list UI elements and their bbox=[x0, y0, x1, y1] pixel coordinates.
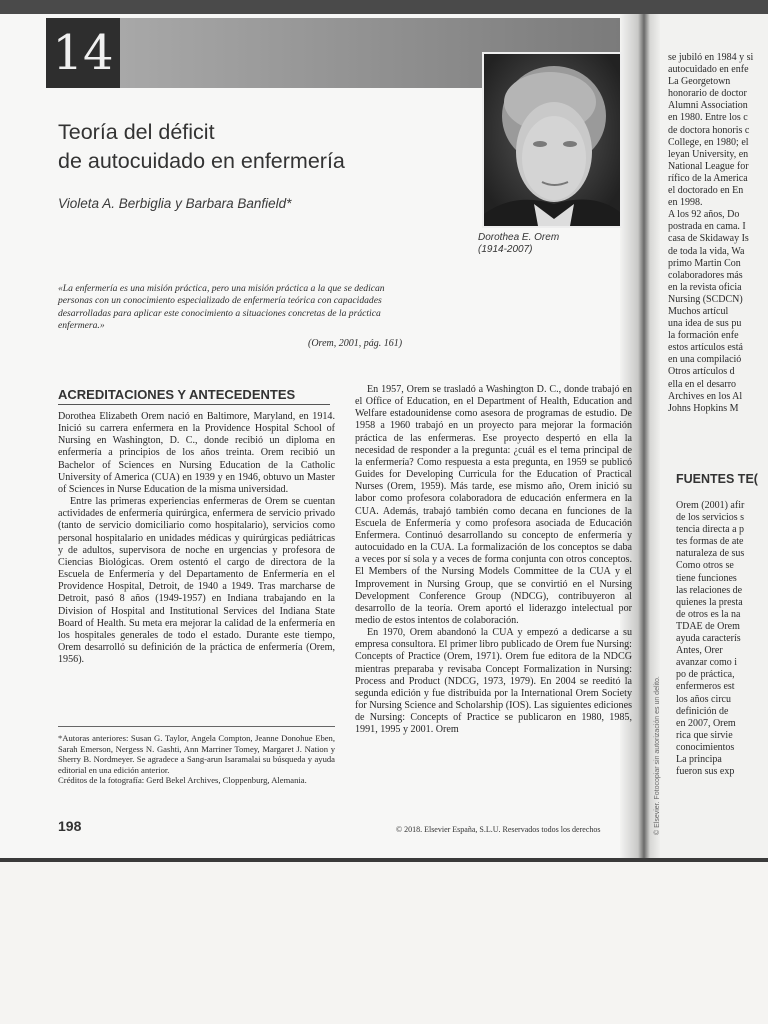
right-page-line: tencia directa a p bbox=[676, 524, 745, 536]
right-page-line: casa de Skidaway Is bbox=[668, 233, 749, 245]
right-page-line: Johns Hopkins M bbox=[668, 402, 739, 414]
footnote-photo-credit: Créditos de la fotografía: Gerd Bekel Archives, Cloppenburg, Alemania. bbox=[58, 775, 307, 786]
right-page-line: po de práctica, bbox=[676, 669, 735, 681]
right-page-line: Nursing (SCDCN) bbox=[668, 293, 743, 305]
right-page-line: la formación enfe bbox=[668, 330, 739, 342]
photo-caption bbox=[478, 232, 559, 256]
right-page-line: La Georgetown bbox=[668, 76, 731, 88]
right-page-line: Archives en los Al bbox=[668, 390, 743, 402]
paragraph: En 1957, Orem se trasladó a Washington D. C., donde trabajó en el Office of Education, en el Department of Health, Education and Welfare estadounidense como asesora de programas de estudio. De 1958 a 1960 trabajó en un proyecto para mejorar la formación práctica de las enfermeras. Ese proyecto despertó en ella la necesidad de responder a la pregunta: ¿cuál es el tema principal de la enfermería? Como respuesta a esta pregunta, en 1959 se publicó Guides for Developing Curricula for the Education of Practical Nurses (Orem, 1959). Más tarde, ese mismo año, Orem inició su labor como profesora colaboradora de educación enfermera en la CUA. Además, trabajó también como decana en funciones de la Escuela de Enfermería y como profesora asociada de Educación Enfermera. Continuó desarrollando su concepto de enfermería y autocuidado en la CUA. La formalización de los conceptos se daba a veces por sí sola y a veces de forma conjunta con otros conceptos. El Members of the Nursing Models Committee de la CUA y el Improvement in Nursing Group, que se convirtió en el Nursing Development Conference Group (NDCG), contribuyeron al desarrollo de la teoría. Orem aportó el liderazgo intelectual por medio de estos intentos de colaboración. bbox=[355, 384, 632, 626]
scan-edge-line bbox=[0, 858, 768, 862]
right-page-line: estos artículos está bbox=[668, 342, 743, 354]
footnote-rule bbox=[58, 726, 335, 727]
right-page-line: quienes la presta bbox=[676, 596, 743, 608]
chapter-title-line1: Teoría del déficit bbox=[58, 120, 215, 144]
right-page-line: en una compilació bbox=[668, 354, 742, 366]
body-column-2 bbox=[355, 384, 632, 737]
right-page-line: fueron sus exp bbox=[676, 766, 735, 778]
right-page-line: una idea de sus pu bbox=[668, 318, 742, 330]
right-page-line: College, en 1980; el bbox=[668, 136, 749, 148]
right-page-line: tiene funciones bbox=[676, 572, 737, 584]
photo-caption-years: (1914-2007) bbox=[478, 244, 533, 255]
chapter-title-line2: de autocuidado en enfermería bbox=[58, 149, 345, 173]
right-page-line: Orem (2001) afir bbox=[676, 500, 745, 511]
right-page-line: primo Martin Con bbox=[668, 257, 741, 269]
chapter-number: 14 bbox=[46, 18, 120, 88]
right-page-line: leyan University, en bbox=[668, 148, 749, 160]
photo-caption-name: Dorothea E. Orem bbox=[478, 232, 560, 243]
right-page-column-bottom bbox=[676, 500, 768, 778]
right-page-line: Muchos artícul bbox=[668, 305, 729, 317]
epigraph-quote: «La enfermería es una misión práctica, pero una misión práctica a la que se dedican personas con un conocimiento especializado de enfermería teórica con capacidades desarrolladas para aplicar este conocimiento a situaciones concretas de la práctica enfermera.» bbox=[58, 283, 385, 332]
page-edge bbox=[0, 0, 30, 860]
portrait-image bbox=[484, 54, 620, 226]
right-page-line: de otros es la na bbox=[676, 608, 741, 620]
right-page-line: en 1980. Entre los c bbox=[668, 112, 748, 124]
section-heading: ACREDITACIONES Y ANTECEDENTES bbox=[58, 387, 296, 402]
copyright-notice: © 2018. Elsevier España, S.L.U. Reservados todos los derechos bbox=[396, 825, 601, 834]
top-shadow bbox=[0, 0, 768, 14]
right-page-line: Como otros se bbox=[676, 560, 734, 572]
paragraph: En 1970, Orem abandonó la CUA y empezó a dedicarse a su empresa consultora. El primer libro publicado de Orem fue Nursing: Concepts of Practice (Orem, 1971). Orem fue editora de la NDCG mientras preparaba y revisaba Concept Formalization in Nursing: Process and Product (NDCG, 1973, 1979). En 2004 se reeditó la segunda edición y fue distribuida por la International Orem Society for Nursing Science and Scholarship (IOS). Las siguientes ediciones de Nursing: Concepts of Practice se publicaron en 1980, 1985, 1991, 1995 y 2001. Orem bbox=[355, 627, 632, 736]
right-page-line: rica que sirvie bbox=[676, 729, 733, 741]
right-page-line: A los 92 años, Do bbox=[668, 209, 740, 221]
chapter-authors: Violeta A. Berbiglia y Barbara Banfield* bbox=[58, 196, 292, 211]
right-page-line: TDAE de Orem bbox=[676, 620, 740, 632]
right-page-line: conocimientos bbox=[676, 741, 735, 753]
right-page-line: en 2007, Orem bbox=[676, 717, 736, 729]
page-number: 198 bbox=[58, 818, 82, 834]
section-rule bbox=[58, 404, 330, 405]
right-page-line: se jubiló en 1984 y si bbox=[668, 52, 754, 63]
right-page-line: los años circu bbox=[676, 693, 731, 705]
right-page-line: ayuda caracterís bbox=[676, 633, 741, 645]
right-page-line: enfermeros est bbox=[676, 681, 735, 693]
right-page-line: el doctorado en En bbox=[668, 185, 744, 197]
right-page-line: en 1998. bbox=[668, 197, 703, 209]
right-page-line: naturaleza de sus bbox=[676, 548, 745, 560]
right-page-line: postrada en cama. I bbox=[668, 221, 746, 233]
right-page-line: definición de bbox=[676, 705, 729, 717]
paragraph: Entre las primeras experiencias enfermeras de Orem se cuentan actividades de enfermería quirúrgica, enfermera de servicio privado (tanto de servicio domiciliario como hospitalario), servicios como personal hospitalario en unidades médicas y quirúrgicas pediátricas y de adultos, supervisora de noche en urgencias y profesora de Ciencias Biológicas. Orem ostentó el cargo de directora de la Escuela de Enfermería y del Departamento de Enfermería en el Providence Hospital, Detroit, de 1940 a 1949. Tras marcharse de Detroit, pasó 8 años (1949-1957) en Indiana trabajando en la Division of Hospital and Institutional Services del Indiana State Board of Health. Su meta era mejorar la calidad de la enfermería en los hospitales generales de todo el estado. Durante este tiempo, Orem desarrolló su definición de la práctica de enfermería (Orem, 1956). bbox=[58, 496, 335, 666]
right-page-line: ella en el desarro bbox=[668, 378, 737, 390]
right-page-line: rífico de la America bbox=[668, 172, 748, 184]
right-page-line: tes formas de ate bbox=[676, 536, 744, 548]
right-page-line: National League for bbox=[668, 160, 749, 172]
right-page-line: de doctora honoris c bbox=[668, 124, 750, 136]
right-page-line: colaboradores más bbox=[668, 269, 743, 281]
right-page-line: La principa bbox=[676, 753, 722, 765]
right-page-line: de toda la vida, Wa bbox=[668, 245, 745, 257]
right-page-line: las relaciones de bbox=[676, 584, 743, 596]
epigraph-source: (Orem, 2001, pág. 161) bbox=[308, 338, 403, 349]
right-page-column-top bbox=[668, 52, 768, 415]
footnote-authors: *Autoras anteriores: Susan G. Taylor, Angela Compton, Jeanne Donohue Eben, Sarah Emerson, Nergess N. Gashti, Ann Marriner Tomey, Margaret J. Nation y Sherry B. Nordmeyer. Se agradece a Sang-arun Isaramalai su búsqueda y ayuda editorial en una edición anterior. bbox=[58, 733, 335, 775]
right-page-line: honorario de doctor bbox=[668, 88, 747, 100]
right-page-line: de los servicios s bbox=[676, 512, 745, 524]
right-page-line: Alumni Association bbox=[668, 100, 748, 112]
right-page-line: Otros artículos d bbox=[668, 366, 735, 378]
right-page-line: en la revista oficia bbox=[668, 281, 742, 293]
chapter-title bbox=[58, 118, 345, 176]
copyright-vertical-note: © Elsevier. Fotocopiar sin autorización es un delito. bbox=[654, 676, 661, 835]
right-page-line: Antes, Orer bbox=[676, 645, 723, 657]
right-page-line: autocuidado en enfe bbox=[668, 64, 749, 76]
body-column-1 bbox=[58, 411, 335, 666]
right-page-line: avanzar como i bbox=[676, 657, 738, 669]
paragraph: Dorothea Elizabeth Orem nació en Baltimore, Maryland, en 1914. Inició su carrera enfermera en la Providence Hospital School of Nursing en Washington, D. C., donde recibió un diploma en enfermería a principios de los años treinta. Orem recibió un Bachelor of Sciences en Nursing Education de la Catholic University of America (CUA) en 1939 y en 1946, obtuvo un Master of Sciences in Nurse Education de la misma universidad. bbox=[58, 411, 335, 495]
footnote bbox=[58, 733, 335, 786]
author-photo bbox=[482, 52, 622, 228]
right-page-heading: FUENTES TE( bbox=[676, 472, 758, 486]
